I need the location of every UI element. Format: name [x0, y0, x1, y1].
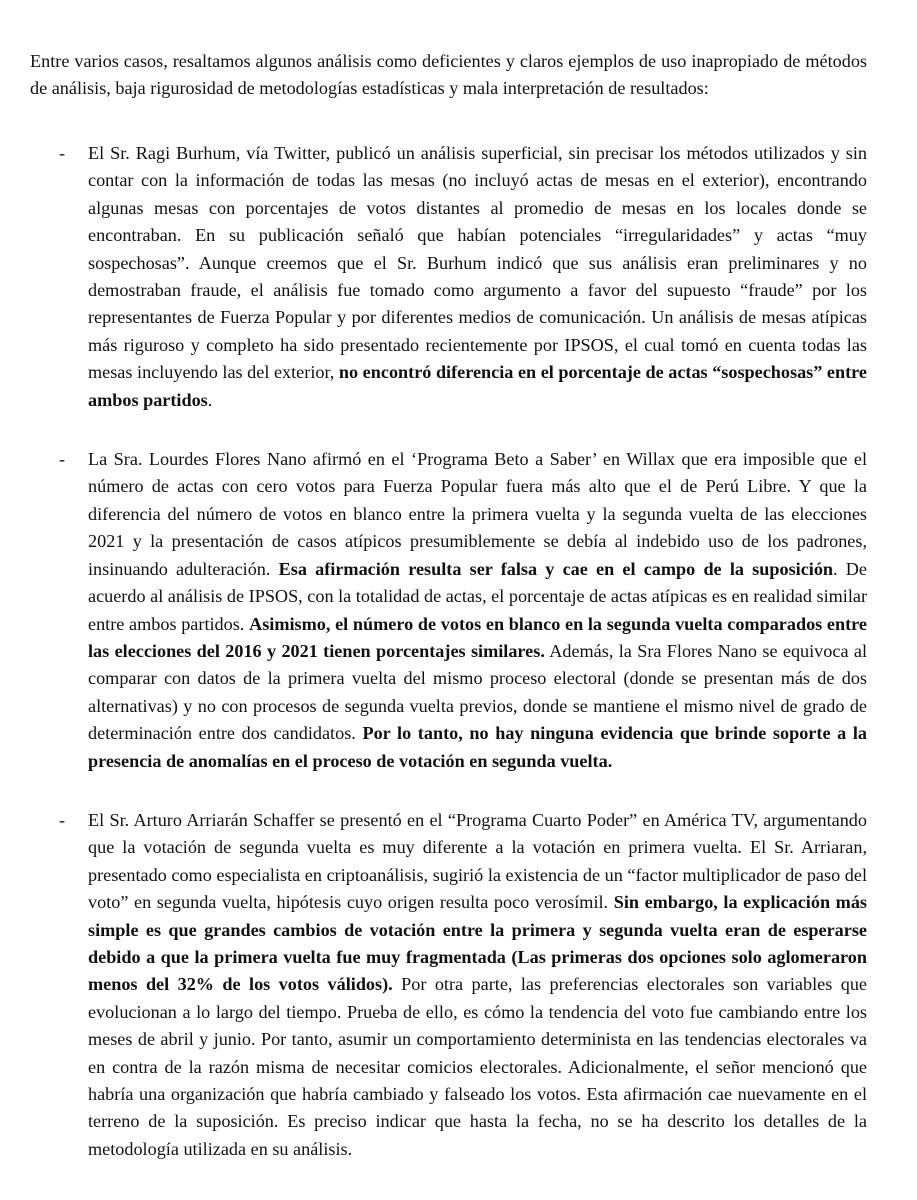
intro-paragraph: Entre varios casos, resaltamos algunos análisis como deficientes y claros ejemplos de uso inapropiado de métodos de análisis, baja rigurosidad de metodologías estadísticas y mala interpretación de resultados:: [30, 51, 867, 98]
bullet-text: Por otra parte, las preferencias electorales son variables que evolucionan a lo largo del tiempo. Prueba de ello, es cómo la tendencia del voto fue cambiando entre los meses de abril y junio. Por tanto, asumir un comportamiento determinista en las tendencias electorales va en contra de la razón misma de necesitar comicios electorales. Adicionalmente, el señor mencionó que habría una organización que habría cambiado y falseado los votos. Esta afirmación cae nuevamente en el terreno de la suposición. Es preciso indicar que hasta la fecha, no se ha descrito los detalles de la metodología utilizada en su análisis.: [88, 974, 867, 1159]
bullet-text: . De acuerdo al análisis de IPSOS, con la totalidad de actas, el porcentaje de actas atípicas es en realidad similar entre ambos partidos.: [88, 558, 867, 634]
bullet-item-flores-nano: [59, 446, 867, 775]
bullet-text: El Sr. Ragi Burhum, vía Twitter, publicó un análisis superficial, sin precisar los métodos utilizados y sin contar con la información de todas las mesas (no incluyó actas de mesas en el exterior), encontrando algunas mesas con porcentajes de votos distantes al promedio de mesas en los locales donde se encontraban. En su publicación señaló que habían potenciales “irregularidades” y actas “muy sospechosas”. Aunque creemos que el Sr. Burhum indicó que sus análisis eran preliminares y no demostraban fraude, el análisis fue tomado como argumento a favor del supuesto “fraude” por los representantes de Fuerza Popular y por diferentes medios de comunicación. Un análisis de mesas atípicas más riguroso y completo ha sido presentado recientemente por IPSOS, el cual tomó en cuenta todas las mesas incluyendo las del exterior,: [88, 143, 867, 383]
bullet-item-burhum: [59, 140, 867, 414]
bullet-item-arriaran: [59, 807, 867, 1163]
bullet-text: La Sra. Lourdes Flores Nano afirmó en el ‘Programa Beto a Saber’ en Willax que era imposible que el número de actas con cero votos para Fuerza Popular fuera más alto que el de Perú Libre. Y que la diferencia del número de votos en blanco entre la primera vuelta y la segunda vuelta de las elecciones 2021 y la presentación de casos atípicos presumiblemente se debía al indebido uso de los padrones, insinuando adulteración.: [88, 449, 867, 579]
bullet-bold-text: no encontró diferencia en el porcentaje de actas “sospechosas” entre ambos partidos: [88, 362, 867, 410]
bullet-dash: -: [59, 449, 66, 470]
bullet-dash: -: [59, 809, 66, 830]
bullet-bold-text: Asimismo, el número de votos en blanco en la segunda vuelta comparados entre las elecciones del 2016 y 2021 tienen porcentajes similares.: [88, 613, 867, 661]
bullet-text: Además, la Sra Flores Nano se equivoca al comparar con datos de la primera vuelta del mismo proceso electoral (donde se presentan más de dos alternativas) y no con procesos de segunda vuelta previos, donde se mantiene el mismo nivel de grado de determinación entre dos candidatos.: [88, 640, 867, 744]
bullet-dash: -: [59, 143, 66, 163]
bullet-bold-text: Esa afirmación resulta ser falsa y cae en el campo de la suposición: [278, 558, 834, 579]
bullet-bold-text: Sin embargo, la explicación más simple es que grandes cambios de votación entre la primera y segunda vuelta eran de esperarse debido a que la primera vuelta fue muy fragmentada (Las primeras dos opciones solo aglomeraron menos del 32% de los votos válidos).: [88, 892, 867, 995]
bullet-bold-text: Por lo tanto, no hay ninguna evidencia que brinde soporte a la presencia de anomalías en el proceso de votación en segunda vuelta.: [88, 723, 867, 771]
bullet-text: .: [207, 389, 213, 410]
bullet-text: El Sr. Arturo Arriarán Schaffer se presentó en el “Programa Cuarto Poder” en América TV, argumentando que la votación de segunda vuelta es muy diferente a la votación en primera vuelta. El Sr. Arriaran, presentado como especialista en criptoanálisis, sugirió la existencia de un “factor multiplicador de paso del voto” en segunda vuelta, hipótesis cuyo origen resulta poco verosímil.: [88, 809, 867, 913]
